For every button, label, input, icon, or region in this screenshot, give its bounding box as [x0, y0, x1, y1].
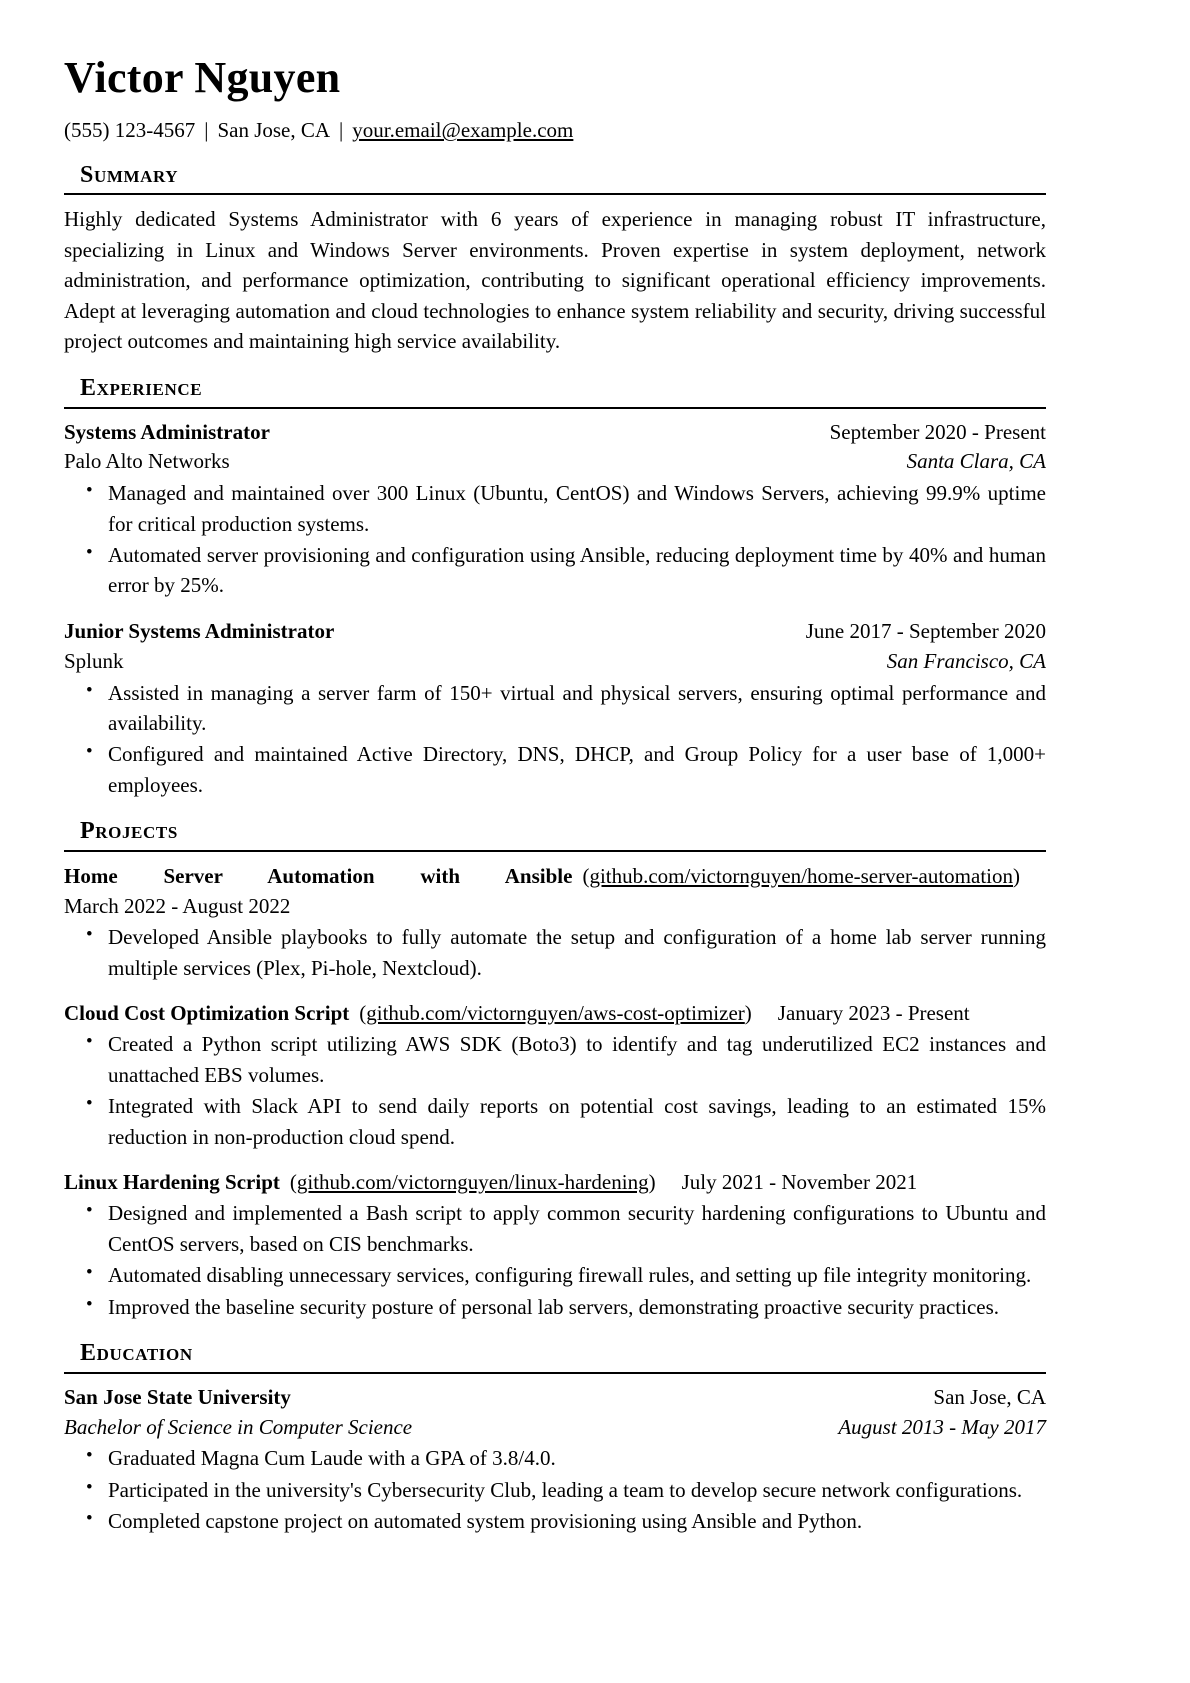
section-projects [64, 818, 1046, 1322]
location-text: San Jose, CA [217, 118, 331, 143]
project-name: Cloud Cost Optimization Script [64, 1001, 350, 1026]
job-title: Systems Administrator [64, 419, 270, 444]
education-bullet-list [64, 1443, 1046, 1536]
company-name: Splunk [64, 648, 124, 673]
company-name: Palo Alto Networks [64, 449, 230, 474]
project-entry [64, 1167, 1046, 1322]
resume-sheet [64, 54, 1046, 1537]
job-location: San Francisco, CA [886, 648, 1046, 673]
job-bullet: • Managed and maintained over 300 Linux (Ubuntu, CentOS) and Windows Servers, achieving 99.9% uptime for critical production systems. [108, 478, 1046, 539]
project-name: Linux Hardening Script [64, 1170, 280, 1195]
section-title-projects: Projects [80, 818, 178, 845]
section-rule-education [64, 1372, 1046, 1374]
education-entry-header [64, 1383, 1046, 1413]
project-bullet: • Designed and implemented a Bash script to apply common security hardening configurations to Ubuntu and CentOS servers, based on CIS benchmarks. [108, 1198, 1046, 1259]
project-entry [64, 998, 1046, 1152]
section-title-education: Education [80, 1340, 193, 1367]
school-name: San Jose State University [64, 1384, 291, 1409]
section-rule-experience [64, 407, 1046, 409]
job-bullet: • Automated server provisioning and configuration using Ansible, reducing deployment time by 40% and human error by 25%. [108, 540, 1046, 601]
project-dates: July 2021 - November 2021 [681, 1170, 918, 1195]
education-dates: August 2013 - May 2017 [838, 1414, 1046, 1439]
job-bullet: • Configured and maintained Active Directory, DNS, DHCP, and Group Policy for a user base of 1,000+ employees. [108, 739, 1046, 800]
project-entry-header: Cloud Cost Optimization Script (github.com/victornguyen/aws-cost-optimizer) January 2023 - Present [64, 1001, 970, 1026]
experience-entry-header [64, 418, 1046, 448]
job-title: Junior Systems Administrator [64, 618, 335, 643]
project-bullet: • Developed Ansible playbooks to fully automate the setup and configuration of a home lab server running multiple services (Plex, Pi-hole, Nextcloud). [108, 922, 1046, 983]
project-dates: March 2022 - August 2022 [64, 894, 291, 919]
project-entry [64, 861, 1046, 983]
project-link[interactable]: github.com/victornguyen/linux-hardening [296, 1170, 649, 1195]
contact-separator-1: | [204, 118, 209, 143]
project-bullet-list [64, 922, 1046, 983]
degree-name: Bachelor of Science in Computer Science [64, 1414, 413, 1439]
project-name: Home Server Automation with Ansible [64, 863, 573, 888]
section-summary [64, 162, 1046, 357]
summary-text: Highly dedicated Systems Administrator with 6 years of experience in managing robust IT infrastructure, specializing in Linux and Windows Server environments. Proven expertise in system deployment, network administration, and performance optimization, contributing to significant operational efficiency improvements. Adept at leveraging automation and cloud technologies to enhance system reliability and security, driving successful project outcomes and maintaining high service availability. [64, 207, 1046, 354]
candidate-name: Victor Nguyen [64, 53, 341, 102]
experience-entry-subheader [64, 647, 1046, 677]
project-dates: January 2023 - Present [777, 1001, 970, 1026]
contact-separator-2: | [339, 118, 344, 143]
education-bullet: • Participated in the university's Cybersecurity Club, leading a team to develop secure network configurations. [108, 1475, 1046, 1505]
section-education [64, 1340, 1046, 1537]
section-rule-summary [64, 193, 1046, 195]
project-bullet: • Automated disabling unnecessary services, configuring firewall rules, and setting up file integrity monitoring. [108, 1260, 1046, 1290]
email-link[interactable]: your.email@example.com [352, 118, 574, 143]
education-entry-subheader [64, 1413, 1046, 1443]
education-bullet: • Completed capstone project on automated system provisioning using Ansible and Python. [108, 1506, 1046, 1536]
education-bullet: • Graduated Magna Cum Laude with a GPA of 3.8/4.0. [108, 1443, 1046, 1473]
resume-header [64, 54, 1046, 144]
project-bullet: • Improved the baseline security posture of personal lab servers, demonstrating proactive security practices. [108, 1292, 1046, 1322]
job-location: Santa Clara, CA [906, 449, 1046, 474]
section-title-experience: Experience [80, 374, 203, 401]
project-bullet: • Integrated with Slack API to send daily reports on potential cost savings, leading to an estimated 15% reduction in non-production cloud spend. [108, 1091, 1046, 1152]
experience-entry [64, 617, 1046, 800]
job-dates: June 2017 - September 2020 [805, 618, 1046, 643]
job-bullet-list [64, 478, 1046, 601]
section-rule-projects [64, 850, 1046, 852]
section-experience [64, 375, 1046, 800]
project-bullet: • Created a Python script utilizing AWS SDK (Boto3) to identify and tag underutilized EC2 instances and unattached EBS volumes. [108, 1029, 1046, 1090]
job-bullet: • Assisted in managing a server farm of 150+ virtual and physical servers, ensuring optimal performance and availability. [108, 678, 1046, 739]
education-entry [64, 1383, 1046, 1537]
school-location: San Jose, CA [933, 1384, 1046, 1409]
experience-entry [64, 418, 1046, 601]
project-entry-header: Linux Hardening Script (github.com/victornguyen/linux-hardening) July 2021 - November 2021 [64, 1170, 918, 1195]
job-dates: September 2020 - Present [829, 419, 1046, 444]
section-title-summary: Summary [80, 161, 179, 188]
phone-number: (555) 123-4567 [64, 118, 196, 143]
project-entry-header: Home Server Automation with Ansible (github.com/victornguyen/home-server-automation)March 2022 - August 2022 [64, 863, 1020, 919]
contact-line [64, 118, 1046, 143]
experience-entry-subheader [64, 447, 1046, 477]
experience-entry-header [64, 617, 1046, 647]
project-link[interactable]: github.com/victornguyen/home-server-automation [589, 863, 1013, 888]
job-bullet-list [64, 678, 1046, 801]
project-bullet-list [64, 1198, 1046, 1322]
project-bullet-list [64, 1029, 1046, 1152]
project-link[interactable]: github.com/victornguyen/aws-cost-optimizer [366, 1001, 745, 1026]
